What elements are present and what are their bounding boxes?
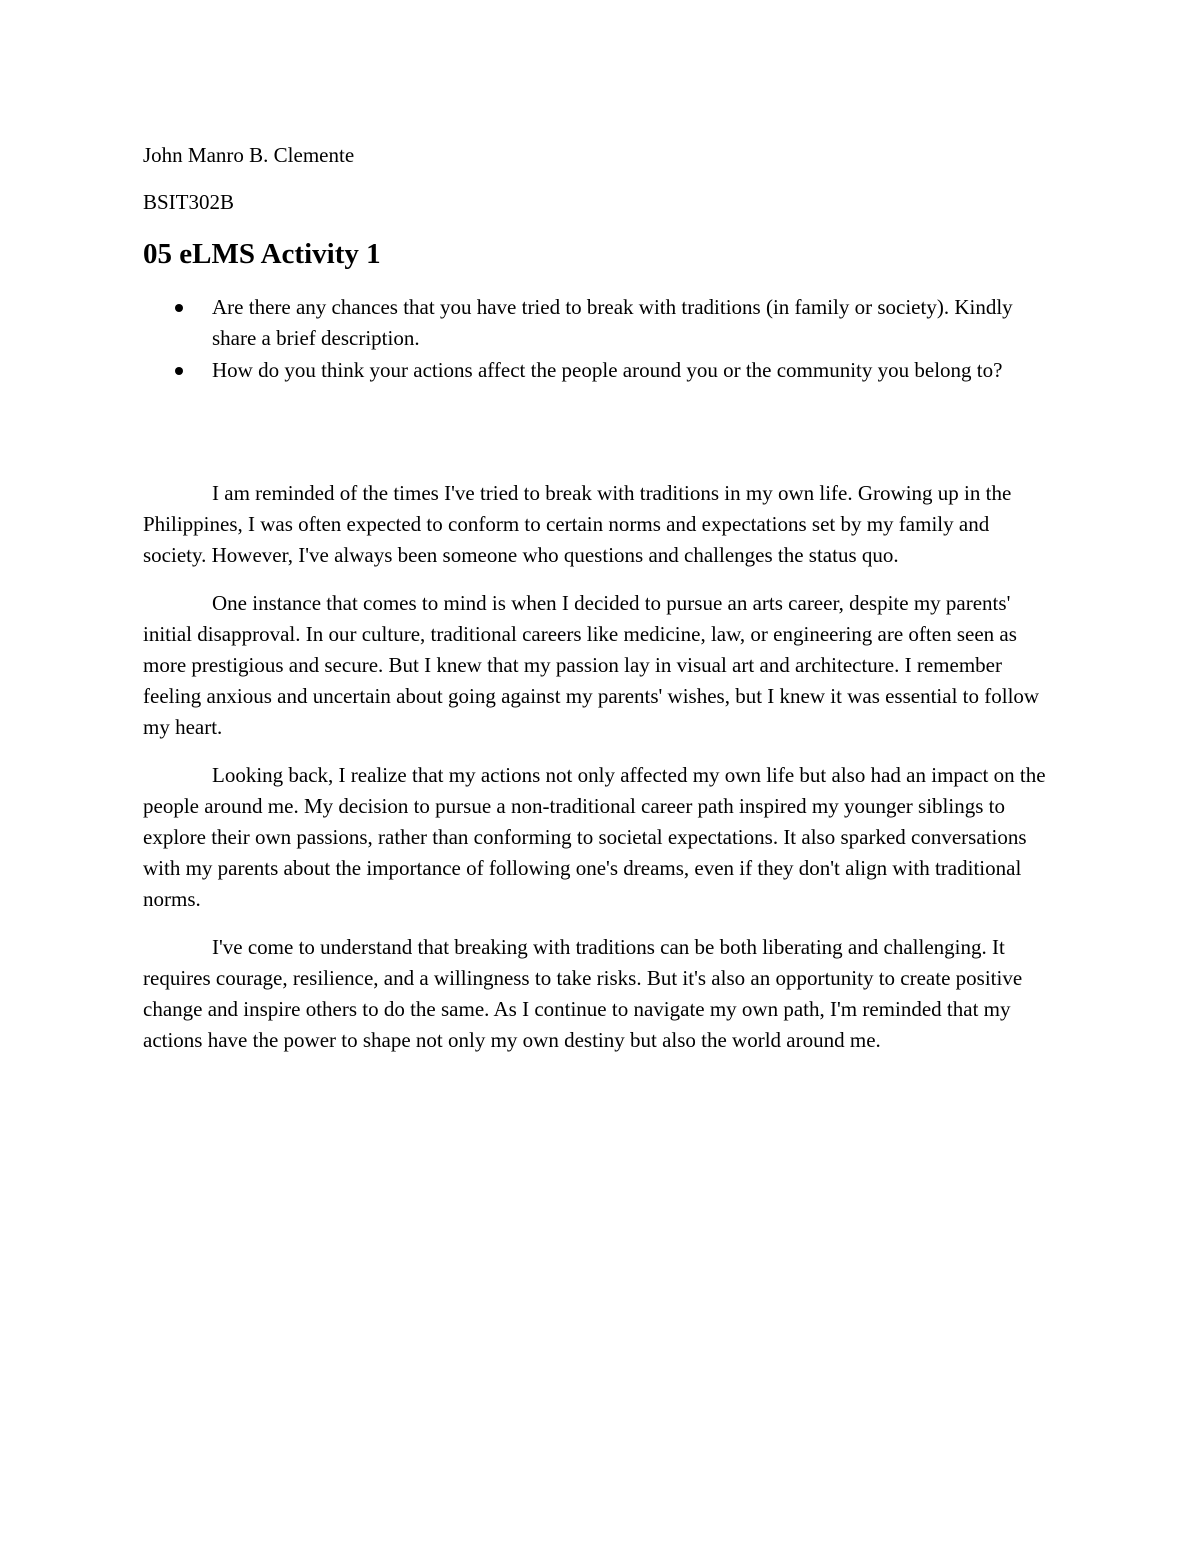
question-list — [143, 292, 1043, 387]
essay-paragraph: I've come to understand that breaking with traditions can be both liberating and challenging. It requires courage, resilience, and a willingness to take risks. But it's also an opportunity to create positive change and inspire others to do the same. As I continue to navigate my own path, I'm reminded that my actions have the power to shape not only my own destiny but also the world around me. — [143, 935, 1023, 1052]
page-title: 05 eLMS Activity 1 — [143, 238, 381, 270]
essay-body — [143, 478, 1057, 1073]
question-item — [143, 292, 1043, 354]
author-name: John Manro B. Clemente — [143, 143, 355, 167]
question-text: Are there any chances that you have tried to break with traditions (in family or society). Kindly share a brief description. — [212, 295, 1013, 350]
bullet-icon — [175, 367, 183, 375]
class-section: BSIT302B — [143, 190, 235, 214]
bullet-icon — [175, 304, 183, 312]
essay-paragraph: I am reminded of the times I've tried to break with traditions in my own life. Growing up in the Philippines, I was often expected to conform to certain norms and expectations set by my family and society. However, I've always been someone who questions and challenges the status quo. — [143, 481, 1012, 567]
essay-paragraph: Looking back, I realize that my actions not only affected my own life but also had an impact on the people around me. My decision to pursue a non-traditional career path inspired my younger siblings to explore their own passions, rather than conforming to societal expectations. It also sparked conversations with my parents about the importance of following one's dreams, even if they don't align with traditional norms. — [143, 763, 1046, 911]
question-item — [143, 355, 1043, 386]
question-text: How do you think your actions affect the people around you or the community you belong to? — [212, 358, 1003, 382]
essay-paragraph: One instance that comes to mind is when I decided to pursue an arts career, despite my parents' initial disapproval. In our culture, traditional careers like medicine, law, or engineering are often seen as more prestigious and secure. But I knew that my passion lay in visual art and architecture. I remember feeling anxious and uncertain about going against my parents' wishes, but I knew it was essential to follow my heart. — [143, 591, 1040, 739]
